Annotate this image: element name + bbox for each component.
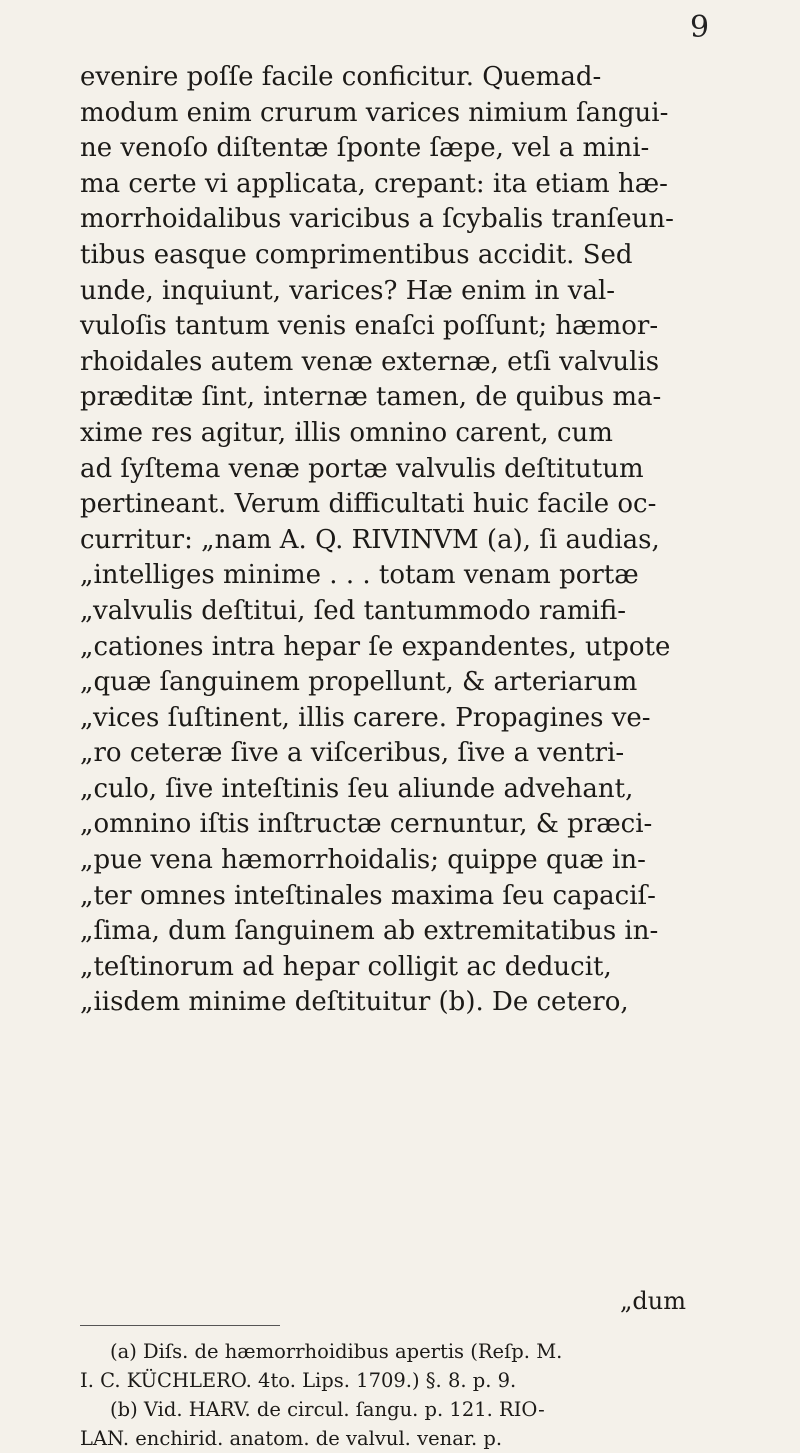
text-line: „culo, ſive inteſtinis ſeu aliunde advehant, — [80, 773, 634, 804]
text-line: „cationes intra hepar ſe expandentes, utpote — [80, 631, 671, 662]
text-line: xime res agitur, illis omnino carent, cum — [80, 417, 613, 448]
footnote-line: LAN. enchirid. anatom. de valvul. venar. p. — [80, 1427, 503, 1450]
text-line: modum enim crurum varices nimium ſangui- — [80, 97, 669, 128]
text-line: curritur: „nam A. Q. RIVINVM (a), ſi audias, — [80, 524, 660, 555]
text-line: „omnino iſtis inſtructæ cernuntur, & præci- — [80, 809, 653, 840]
text-line: „iisdem minime deſtituitur (b). De cetero, — [80, 987, 629, 1018]
text-line: rhoidales autem venæ externæ, etſi valvulis — [80, 346, 660, 377]
text-line: evenire poſſe facile conficitur. Quemad- — [80, 62, 602, 92]
text-line: pertineant. Verum difficultati huic facile oc- — [80, 489, 657, 520]
text-line: „vices ſuſtinent, illis carere. Propagines ve- — [80, 702, 651, 733]
footnote-line: (a) Diſs. de hæmorrhoidibus apertis (Reſp. M. — [110, 1340, 563, 1363]
catchword: „dum — [620, 1287, 687, 1315]
text-line: tibus easque comprimentibus accidit. Sed — [80, 239, 633, 270]
text-line: unde, inquiunt, varices? Hæ enim in val- — [80, 275, 616, 306]
footnote-line: (b) Vid. HARV. de circul. ſangu. p. 121. RIO- — [110, 1398, 545, 1421]
text-line: ad ſyſtema venæ portæ valvulis deſtitutum — [80, 453, 644, 484]
text-line: ne venoſo diſtentæ ſponte ſæpe, vel a mini- — [80, 133, 650, 164]
text-line: vuloſis tantum venis enaſci poſſunt; hæmor- — [80, 311, 659, 342]
text-line: „ſima, dum ſanguinem ab extremitatibus in- — [80, 916, 659, 947]
text-line: „pue vena hæmorrhoidalis; quippe quæ in- — [80, 845, 646, 876]
text-line: „quæ ſanguinem propellunt, & arteriarum — [80, 667, 638, 698]
body-text — [80, 60, 760, 1021]
footnote-rule — [80, 1325, 280, 1326]
text-line: „ter omnes inteſtinales maxima ſeu capaciſ- — [80, 880, 656, 911]
footnotes — [80, 1337, 780, 1453]
footnote-line: I. C. KÜCHLERO. 4to. Lips. 1709.) §. 8. p. 9. — [80, 1369, 517, 1392]
text-line: morrhoidalibus varicibus a ſcybalis tranſeun- — [80, 204, 674, 235]
text-line: „valvulis deſtitui, ſed tantummodo ramifi- — [80, 595, 626, 626]
text-line: „intelliges minime . . . totam venam portæ — [80, 560, 639, 591]
text-line: ma certe vi applicata, crepant: ita etiam hæ- — [80, 168, 668, 199]
text-line: præditæ ſint, internæ tamen, de quibus ma- — [80, 382, 662, 413]
text-line: „teſtinorum ad hepar colligit ac deducit, — [80, 951, 612, 982]
page-number: 9 — [690, 10, 710, 45]
text-line: „ro ceteræ ſive a viſceribus, ſive a ventri- — [80, 738, 625, 769]
